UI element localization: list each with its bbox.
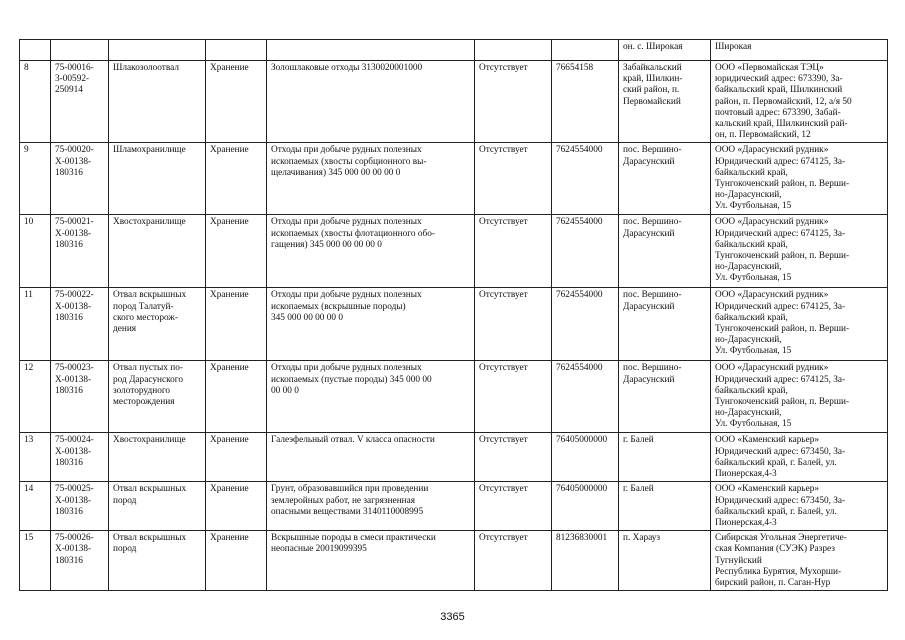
cell-waste: Грунт, образовавшийся при проведении землеройных работ, не загрязненная опасными веществами 3140110008995 [267, 482, 475, 531]
cell-status [475, 40, 552, 61]
cell-status: Отсутствует [475, 531, 552, 591]
cell-oktmo: 7624554000 [552, 288, 619, 361]
cell-purpose: Хранение [206, 433, 267, 482]
cell-operator: Сибирская Угольная Энергетиче- ская Компания (СУЭК) Разрез Тугнуйский Республика Бурятия, Мухорши- бирский район, п. Саган-Нур [711, 531, 888, 591]
waste-facilities-table [19, 39, 888, 591]
table-row [20, 433, 888, 482]
cell-operator: ООО «Дарасунский рудник» Юридический адрес: 674125, За- байкальский край, Тунгокоченский район, п. Верши- но-Дарасунский, Ул. Футбольная, 15 [711, 215, 888, 288]
cell-oktmo: 76654158 [552, 61, 619, 143]
cell-location: пос. Вершино- Дарасунский [619, 143, 711, 215]
cell-num: 13 [20, 433, 51, 482]
cell-object [109, 40, 206, 61]
cell-num: 15 [20, 531, 51, 591]
cell-oktmo: 7624554000 [552, 215, 619, 288]
cell-location: г. Балей [619, 433, 711, 482]
cell-purpose: Хранение [206, 361, 267, 433]
cell-status: Отсутствует [475, 288, 552, 361]
cell-object: Отвал вскрышных пород [109, 482, 206, 531]
cell-operator: Широкая [711, 40, 888, 61]
cell-code: 75-00020- Х-00138- 180316 [51, 143, 109, 215]
cell-status: Отсутствует [475, 482, 552, 531]
cell-operator: ООО «Дарасунский рудник» Юридический адрес: 674125, За- байкальский край, Тунгокоченский район, п. Верши- но-Дарасунский, Ул. Футбольная, 15 [711, 361, 888, 433]
cell-location: он. с. Широкая [619, 40, 711, 61]
cell-oktmo: 76405000000 [552, 482, 619, 531]
cell-operator: ООО «Первомайская ТЭЦ» юридический адрес: 673390, За- байкальский край, Шилкинский район, п. Первомайский, 12, а/я 50 почтовый адрес: 673390, Забай- кальский край, Шилкинский рай- он, п. Первомайский, 12 [711, 61, 888, 143]
cell-code: 75-00016- 3-00592- 250914 [51, 61, 109, 143]
cell-object: Хвостохранилище [109, 215, 206, 288]
cell-purpose: Хранение [206, 143, 267, 215]
cell-num: 14 [20, 482, 51, 531]
cell-num: 11 [20, 288, 51, 361]
cell-location: пос. Вершино- Дарасунский [619, 215, 711, 288]
cell-oktmo: 7624554000 [552, 361, 619, 433]
cell-status: Отсутствует [475, 61, 552, 143]
cell-waste: Галеэфельный отвал. V класса опасности [267, 433, 475, 482]
table-row [20, 143, 888, 215]
cell-num: 12 [20, 361, 51, 433]
cell-waste: Отходы при добыче рудных полезных ископаемых (хвосты флотационного обо- гащения) 345 000 00 00 00 0 [267, 215, 475, 288]
cell-status: Отсутствует [475, 433, 552, 482]
cell-waste: Отходы при добыче рудных полезных ископаемых (хвосты сорбционного вы- щелачивания) 345 000 00 00 00 0 [267, 143, 475, 215]
cell-oktmo: 7624554000 [552, 143, 619, 215]
cell-object: Отвал вскрышных пород Талатуй- ского месторож- дения [109, 288, 206, 361]
cell-operator: ООО «Дарасунский рудник» Юридический адрес: 674125, За- байкальский край, Тунгокоченский район, п. Верши- но-Дарасунский, Ул. Футбольная, 15 [711, 143, 888, 215]
cell-operator: ООО «Каменский карьер» Юридический адрес: 673450, За- байкальский край, г. Балей, ул. Пионерская,4-3 [711, 433, 888, 482]
cell-code: 75-00026- Х-00138- 180316 [51, 531, 109, 591]
cell-location: г. Балей [619, 482, 711, 531]
cell-oktmo: 81236830001 [552, 531, 619, 591]
cell-code: 75-00023- Х-00138- 180316 [51, 361, 109, 433]
cell-num: 10 [20, 215, 51, 288]
cell-code [51, 40, 109, 61]
cell-purpose: Хранение [206, 531, 267, 591]
cell-num [20, 40, 51, 61]
cell-operator: ООО «Дарасунский рудник» Юридический адрес: 674125, За- байкальский край, Тунгокоченский район, п. Верши- но-Дарасунский, Ул. Футбольная, 15 [711, 288, 888, 361]
cell-purpose [206, 40, 267, 61]
cell-code: 75-00021- Х-00138- 180316 [51, 215, 109, 288]
cell-waste: Вскрышные породы в смеси практически неопасные 20019099395 [267, 531, 475, 591]
table-row [20, 482, 888, 531]
cell-code: 75-00025- Х-00138- 180316 [51, 482, 109, 531]
cell-oktmo [552, 40, 619, 61]
cell-code: 75-00022- Х-00138- 180316 [51, 288, 109, 361]
cell-waste [267, 40, 475, 61]
cell-num: 9 [20, 143, 51, 215]
table-row-top-fragment [20, 40, 888, 61]
cell-purpose: Хранение [206, 288, 267, 361]
table-row [20, 215, 888, 288]
cell-code: 75-00024- Х-00138- 180316 [51, 433, 109, 482]
cell-object: Отвал пустых по- род Дарасунского золоторудного месторождения [109, 361, 206, 433]
cell-location: пос. Вершино- Дарасунский [619, 361, 711, 433]
cell-object: Шлакозолоотвал [109, 61, 206, 143]
table-row [20, 288, 888, 361]
cell-operator: ООО «Каменский карьер» Юридический адрес: 673450, За- байкальский край, г. Балей, ул. Пионерская,4-3 [711, 482, 888, 531]
cell-location: п. Харауз [619, 531, 711, 591]
cell-waste: Отходы при добыче рудных полезных ископаемых (пустые породы) 345 000 00 00 00 0 [267, 361, 475, 433]
cell-purpose: Хранение [206, 215, 267, 288]
cell-purpose: Хранение [206, 61, 267, 143]
cell-num: 8 [20, 61, 51, 143]
table-row [20, 531, 888, 591]
cell-status: Отсутствует [475, 215, 552, 288]
cell-oktmo: 76405000000 [552, 433, 619, 482]
cell-location: Забайкальский край, Шилкин- ский район, п. Первомайский [619, 61, 711, 143]
table-row [20, 61, 888, 143]
cell-waste: Отходы при добыче рудных полезных ископаемых (вскрышные породы) 345 000 00 00 00 0 [267, 288, 475, 361]
cell-location: пос. Вершино- Дарасунский [619, 288, 711, 361]
page-number: 3365 [440, 611, 465, 623]
cell-object: Хвостохранилище [109, 433, 206, 482]
cell-status: Отсутствует [475, 143, 552, 215]
cell-status: Отсутствует [475, 361, 552, 433]
table-row [20, 361, 888, 433]
cell-object: Отвал вскрышных пород [109, 531, 206, 591]
cell-waste: Золошлаковые отходы 3130020001000 [267, 61, 475, 143]
cell-purpose: Хранение [206, 482, 267, 531]
cell-object: Шламохранилище [109, 143, 206, 215]
